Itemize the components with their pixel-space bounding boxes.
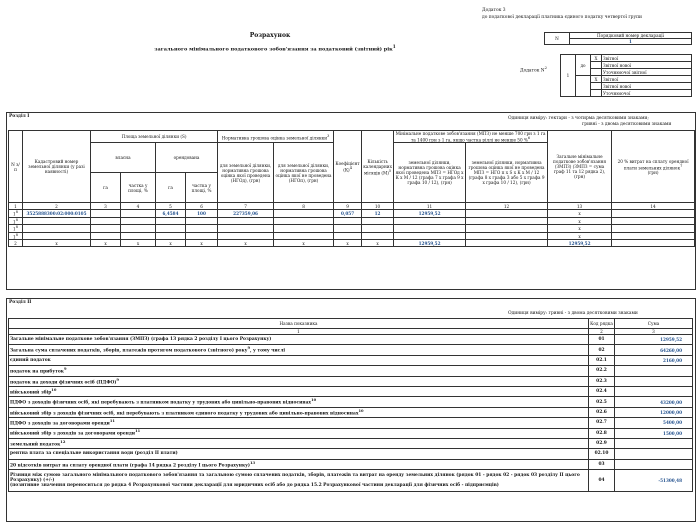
row-code: 02.6 (589, 407, 615, 417)
h-rent-ha: га (156, 173, 186, 203)
indicator-name-text: військовий збір (10, 390, 52, 396)
indicator-sup: 13 (250, 460, 256, 465)
cell-ngo-a[interactable]: 227359,06 (218, 210, 274, 218)
cell-own-share[interactable] (121, 217, 156, 225)
indicator-name-text: ПДФО з доходів за договорами оренди (10, 421, 110, 427)
cell-total: x (548, 217, 612, 225)
row-number-text: 1 (13, 226, 16, 232)
row-sum[interactable]: -51300,48 (615, 470, 693, 492)
row-number-text: 1 (13, 219, 16, 225)
cell-months[interactable] (362, 225, 394, 233)
section1-row (9, 217, 695, 225)
decl-type-table (560, 54, 692, 97)
h-mpz-a: земельної ділянки, нормативна грошова оцінка якої проведена МПЗ = НГОд х К х М / 12 (графа 7 х графа 9 х графа 10 / 12), (грн) (394, 143, 466, 203)
decl-type-mark[interactable]: X (591, 55, 602, 62)
h-rent: орендована (156, 143, 218, 173)
addendum-value[interactable]: 1 (561, 55, 576, 97)
h-ngo-text: Нормативна грошова оцінка земельної ділянки (221, 134, 328, 140)
appendix-line1: Додаток 3 (482, 8, 506, 13)
section2-row (9, 470, 693, 492)
indicator-sup: 10 (51, 387, 57, 392)
row-number-sup: 8 (15, 225, 18, 230)
cell-mpz-b[interactable] (466, 232, 548, 240)
decl-type-label: Уточнюючої (602, 90, 692, 97)
cell-mpz-a[interactable] (394, 217, 466, 225)
decl-type-mark[interactable] (591, 62, 602, 69)
row-sum[interactable] (615, 386, 693, 396)
indicator-name-text: податок на прибуток (10, 369, 64, 375)
indicator-sup: 9 (63, 367, 67, 372)
indicator-name (9, 355, 589, 365)
sum-cell: x (362, 240, 394, 247)
h-months-text: Кількість календарних місяців (М) (363, 158, 392, 175)
seq-n-label: N (545, 33, 570, 45)
row-code: 02.2 (589, 366, 615, 376)
row-sum[interactable] (615, 438, 693, 448)
indicator-name-note: (позитивне значення переноситься до рядка 4 Розрахункової частини декларації для юридичних осіб або до рядка 15.2 Розрахункової частини декларації для фізичних осіб - підприємців) (10, 483, 499, 489)
sum-n: 2 (9, 240, 23, 247)
row-number (9, 217, 23, 225)
row-sum[interactable]: 12959,52 (615, 335, 693, 345)
h-coef-text: Коефіцієнт (К) (335, 161, 360, 173)
cell-rent-share[interactable] (186, 217, 218, 225)
row-code: 02.8 (589, 428, 615, 438)
section2-row (9, 418, 693, 428)
colnum: 11 (394, 203, 466, 210)
row-sum[interactable]: 2160,00 (615, 355, 693, 365)
h-mpz (394, 131, 548, 143)
section2-row (9, 449, 693, 459)
section1-row (9, 232, 695, 240)
appendix-line2: до податкової декларації платника єдиного податку четвертої групи (482, 15, 642, 20)
cell-coef[interactable] (334, 232, 362, 240)
row-code: 02.10 (589, 449, 615, 459)
row-code: 02 (589, 345, 615, 355)
h-pct20 (612, 131, 695, 203)
addendum-do: до (576, 55, 591, 76)
colnum: 9 (334, 203, 362, 210)
cell-coef[interactable]: 0,057 (334, 210, 362, 218)
row-sum[interactable]: 12000,00 (615, 407, 693, 417)
indicator-name-text: Різниця між сумою загального мінімального податкового зобов'язання та загальною сумою сплачених податків, зборів, платежів та витрат на оренду земельних ділянок (рядок 01 - рядок 02 - рядок 03 розділу II цього Розрахунку) (+/-) (10, 473, 580, 484)
section1-units2: гривні - з двома десятковими знаками (582, 122, 672, 127)
doc-subtitle-sup: 1 (392, 44, 396, 49)
indicator-name-text: 20 відсотків витрат на сплату орендної плати (графа 14 рядка 2 розділу I цього Розрахунку) (10, 463, 251, 469)
h-months (362, 131, 394, 203)
cell-ngo-a[interactable] (218, 217, 274, 225)
colnum: 12 (466, 203, 548, 210)
row-sum[interactable] (615, 376, 693, 386)
cell-pct20[interactable] (612, 217, 695, 225)
sum-mpz-a[interactable]: 12959,52 (394, 240, 466, 247)
indicator-name (9, 376, 589, 386)
section2-table (8, 318, 693, 492)
cell-own-share[interactable] (121, 210, 156, 218)
indicator-name (9, 397, 589, 407)
cell-mpz-a[interactable] (394, 232, 466, 240)
h2-code: Код рядка (589, 319, 615, 329)
decl-type-label: Звітної (602, 55, 692, 62)
section1-sum-row (9, 240, 695, 247)
cell-own-ha[interactable] (91, 225, 121, 233)
sum-cell: x (274, 240, 334, 247)
row-number (9, 232, 23, 240)
h-area: Площа земельної ділянки (S) (91, 131, 218, 143)
colnum: 2 (23, 203, 91, 210)
h-mpz-text: Мінімальне податкове зобов'язання (МПЗ) не менше 700 грн з 1 га та 1400 грн з 1 га, якщо частка ріллі не менше 50 % (395, 131, 546, 143)
h-n: N з/п (9, 131, 23, 203)
cell-rent-ha[interactable] (156, 217, 186, 225)
sum-cell: x (334, 240, 362, 247)
row-sum[interactable] (615, 449, 693, 459)
cell-ngo-b[interactable] (274, 210, 334, 218)
sum-cell: x (91, 240, 121, 247)
sum-mpz-b[interactable] (466, 240, 548, 247)
h2-sum: Сума (615, 319, 693, 329)
h-ngo (218, 131, 334, 143)
indicator-name-text: податок на доходи фізичних осіб (ПДФО) (10, 379, 117, 385)
colnum: 7 (218, 203, 274, 210)
indicator-name-text: Загальне мінімальне податкове зобов'язання (ЗМПЗ) (графа 13 рядка 2 розділу I цього Розрахунку) (10, 337, 272, 343)
h-mpz-sup: 6 (527, 136, 531, 140)
cell-rent-ha[interactable] (156, 225, 186, 233)
cell-cad[interactable]: 3525888300:02:000:0105 (23, 210, 91, 218)
cell-mpz-b[interactable] (466, 225, 548, 233)
row-number-sup: 8 (15, 217, 18, 222)
row-sum[interactable] (615, 366, 693, 376)
cell-rent-share[interactable]: 100 (186, 210, 218, 218)
seq-number-table (544, 32, 692, 45)
indicator-name (9, 407, 589, 417)
addendum-sup: 2 (544, 66, 547, 70)
cell-mpz-b[interactable] (466, 217, 548, 225)
cell-ngo-a[interactable] (218, 232, 274, 240)
colnum: 5 (156, 203, 186, 210)
row-sum[interactable]: 5400,00 (615, 418, 693, 428)
row-number-sup: 8 (15, 210, 18, 215)
section1-units: Одиниця виміру: гектари - з чотирма десятковими знаками; (508, 116, 649, 121)
section2-units: Одиниця виміру: гривні - з двома десятковими знаками (508, 311, 638, 316)
indicator-name (9, 459, 589, 469)
row-sum[interactable]: 43200,00 (615, 397, 693, 407)
decl-type-mark[interactable]: X (591, 76, 602, 83)
colnum: 6 (186, 203, 218, 210)
seq-value[interactable]: 1 (570, 39, 692, 45)
section2-row (9, 407, 693, 417)
cell-total: x (548, 225, 612, 233)
section1-colnums (9, 203, 695, 210)
indicator-name (9, 345, 589, 355)
section1-table (8, 130, 695, 247)
cell-rent-ha[interactable] (156, 232, 186, 240)
addendum-label-text: Додаток N (520, 68, 545, 74)
indicator-sup: 12 (60, 439, 66, 444)
indicator-name (9, 386, 589, 396)
row-sum[interactable]: 1500,00 (615, 428, 693, 438)
colnum: 14 (612, 203, 695, 210)
section2-row (9, 438, 693, 448)
sum-cell: x (186, 240, 218, 247)
indicator-name-text: єдиний податок (10, 357, 51, 363)
colnum: 3 (615, 329, 693, 335)
row-code: 04 (589, 470, 615, 492)
indicator-name-text: земельний податок (10, 442, 61, 448)
h-coef (334, 131, 362, 203)
doc-subtitle (130, 44, 420, 53)
row-code: 01 (589, 335, 615, 345)
cell-rent-share[interactable] (186, 232, 218, 240)
decl-type-mark[interactable] (591, 90, 602, 97)
indicator-sup: 11 (135, 429, 141, 434)
cell-total: x (548, 232, 612, 240)
indicator-name-text: Загальна сума сплачених податків, зборів, платежів протягом податкового (звітного) року (10, 348, 248, 354)
row-code: 02.5 (589, 397, 615, 407)
colnum: 1 (9, 203, 23, 210)
cell-rent-share[interactable] (186, 225, 218, 233)
row-sum[interactable] (615, 459, 693, 469)
colnum: 13 (548, 203, 612, 210)
row-code: 02.4 (589, 386, 615, 396)
cell-coef[interactable] (334, 225, 362, 233)
cell-months[interactable] (362, 232, 394, 240)
h-own-share: частка у площі, % (121, 173, 156, 203)
row-code: 02.9 (589, 438, 615, 448)
cell-cad[interactable] (23, 225, 91, 233)
sum-total[interactable]: 12959,52 (548, 240, 612, 247)
indicator-sup: 11 (109, 419, 115, 424)
indicator-name (9, 418, 589, 428)
colnum: 8 (274, 203, 334, 210)
row-code: 02.7 (589, 418, 615, 428)
cell-months[interactable] (362, 217, 394, 225)
h2-name: Назва показника (9, 319, 589, 329)
colnum: 2 (589, 329, 615, 335)
cell-own-share[interactable] (121, 232, 156, 240)
section2-row (9, 345, 693, 355)
indicator-name-text: ПДФО з доходів фізичних осіб, які перебувають з платником податку у трудових або цивільно-правових відносинах (10, 400, 312, 406)
row-number-sup: 8 (15, 232, 18, 237)
sum-cell: x (218, 240, 274, 247)
section2-row (9, 397, 693, 407)
colnum: 3 (91, 203, 121, 210)
h-ngo-sup: 3 (327, 133, 330, 138)
h-own-ha: га (91, 173, 121, 203)
h-ngo-a: для земельної ділянки, нормативна грошова оцінка якої проведена (НГОд), (грн) (218, 143, 274, 203)
h-total: Загальне мінімальне податкове зобов'язання (ЗМПЗ) (ЗМПЗ = сума граф 11 та 12 рядка 2), (грн) (548, 131, 612, 203)
cell-months[interactable]: 12 (362, 210, 394, 218)
row-number (9, 210, 23, 218)
row-number-text: 1 (13, 234, 16, 240)
cell-cad[interactable] (23, 232, 91, 240)
indicator-sup: 9 (247, 346, 250, 351)
row-number-text: 1 (13, 211, 16, 217)
cell-ngo-b[interactable] (274, 217, 334, 225)
cell-mpz-a[interactable]: 12959,52 (394, 210, 466, 218)
colnum: 4 (121, 203, 156, 210)
section2-title: Розділ II (9, 300, 32, 305)
row-number (9, 225, 23, 233)
section1-row (9, 210, 695, 218)
h-pct20-text: 20 % витрат на сплату орендної плати земельних ділянок (617, 158, 689, 170)
sum-pct20[interactable] (612, 240, 695, 247)
cell-own-ha[interactable] (91, 210, 121, 218)
cell-own-ha[interactable] (91, 232, 121, 240)
section2-row (9, 376, 693, 386)
seq-label: Порядковий номер декларації (570, 33, 692, 39)
h-coef-sup: 4 (349, 166, 352, 170)
indicator-name (9, 366, 589, 376)
sum-cell: x (121, 240, 156, 247)
addendum-do-blank (576, 76, 591, 97)
colnum: 10 (362, 203, 394, 210)
section2-row (9, 355, 693, 365)
decl-type-mark[interactable] (591, 69, 602, 76)
section1-row (9, 225, 695, 233)
section2-row (9, 366, 693, 376)
indicator-name (9, 470, 589, 492)
decl-type-label: Уточнюючої звітної (602, 69, 692, 76)
cell-coef[interactable] (334, 217, 362, 225)
cell-cad[interactable] (23, 217, 91, 225)
decl-type-label: Звітної нової (602, 62, 692, 69)
section2-row (9, 459, 693, 469)
cell-own-ha[interactable] (91, 217, 121, 225)
decl-type-label: Звітної нової (602, 83, 692, 90)
h-mpz-b: земельної ділянки, нормативна грошова оцінка якої не проведена МПЗ = НГО п х S х К х М / 12 (графа 8 х графа 3 або 5 х графа 9 х графа 10 / 12), (грн) (466, 143, 548, 203)
cell-rent-ha[interactable]: 6,4584 (156, 210, 186, 218)
h-own: власна (91, 143, 156, 173)
indicator-name-text: рентна плата за спеціальне використання води (розділ II плати) (10, 451, 178, 457)
cell-ngo-b[interactable] (274, 232, 334, 240)
doc-subtitle-text: загального мінімального податкового зобов'язання за податковий (звітний) рік (154, 46, 393, 53)
cell-mpz-a[interactable] (394, 225, 466, 233)
section2-row (9, 386, 693, 396)
h-months-sup: 5 (388, 168, 392, 173)
indicator-name (9, 335, 589, 345)
cell-total: x (548, 210, 612, 218)
sum-cell: x (156, 240, 186, 247)
row-code: 02.3 (589, 376, 615, 386)
cell-pct20[interactable] (612, 232, 695, 240)
section1-title: Розділ I (9, 114, 30, 119)
cell-ngo-b[interactable] (274, 225, 334, 233)
h-ngo-b: для земельної ділянки, нормативна грошова оцінка якої не проведена (НГОп), (грн) (274, 143, 334, 203)
indicator-name (9, 428, 589, 438)
h-rent-share: частка у площі, % (186, 173, 218, 203)
colnum: 1 (9, 329, 589, 335)
sum-cell: x (23, 240, 91, 247)
indicator-name (9, 438, 589, 448)
h-pct20-sup: 7 (680, 163, 683, 168)
decl-type-mark[interactable] (591, 83, 602, 90)
indicator-name-text: військовий збір з доходів за договорами оренди (10, 431, 136, 437)
cell-pct20[interactable] (612, 225, 695, 233)
section2-row (9, 335, 693, 345)
cell-pct20[interactable] (612, 210, 695, 218)
cell-ngo-a[interactable] (218, 225, 274, 233)
indicator-sup: 10 (311, 398, 317, 403)
row-code: 03 (589, 459, 615, 469)
doc-title: Розрахунок (249, 32, 291, 39)
cell-mpz-b[interactable] (466, 210, 548, 218)
h-cadastral: Кадастровий номер земельної ділянки (у разі наявності) (23, 131, 91, 203)
row-code: 02.1 (589, 355, 615, 365)
decl-type-label: Звітної (602, 76, 692, 83)
addendum-label (520, 66, 547, 73)
section2-row (9, 428, 693, 438)
h-pct20b: (грн) (647, 169, 659, 175)
indicator-name-text: військовий збір з доходів фізичних осіб, які перебувають з платником єдиного податку у трудових або цивільно-правових відносинах (10, 411, 359, 417)
indicator-suffix: , у тому числі (249, 348, 286, 354)
indicator-name (9, 449, 589, 459)
indicator-sup: 9 (116, 377, 119, 382)
indicator-sup: 10 (358, 408, 364, 413)
row-sum[interactable]: 64260,00 (615, 345, 693, 355)
cell-own-share[interactable] (121, 225, 156, 233)
